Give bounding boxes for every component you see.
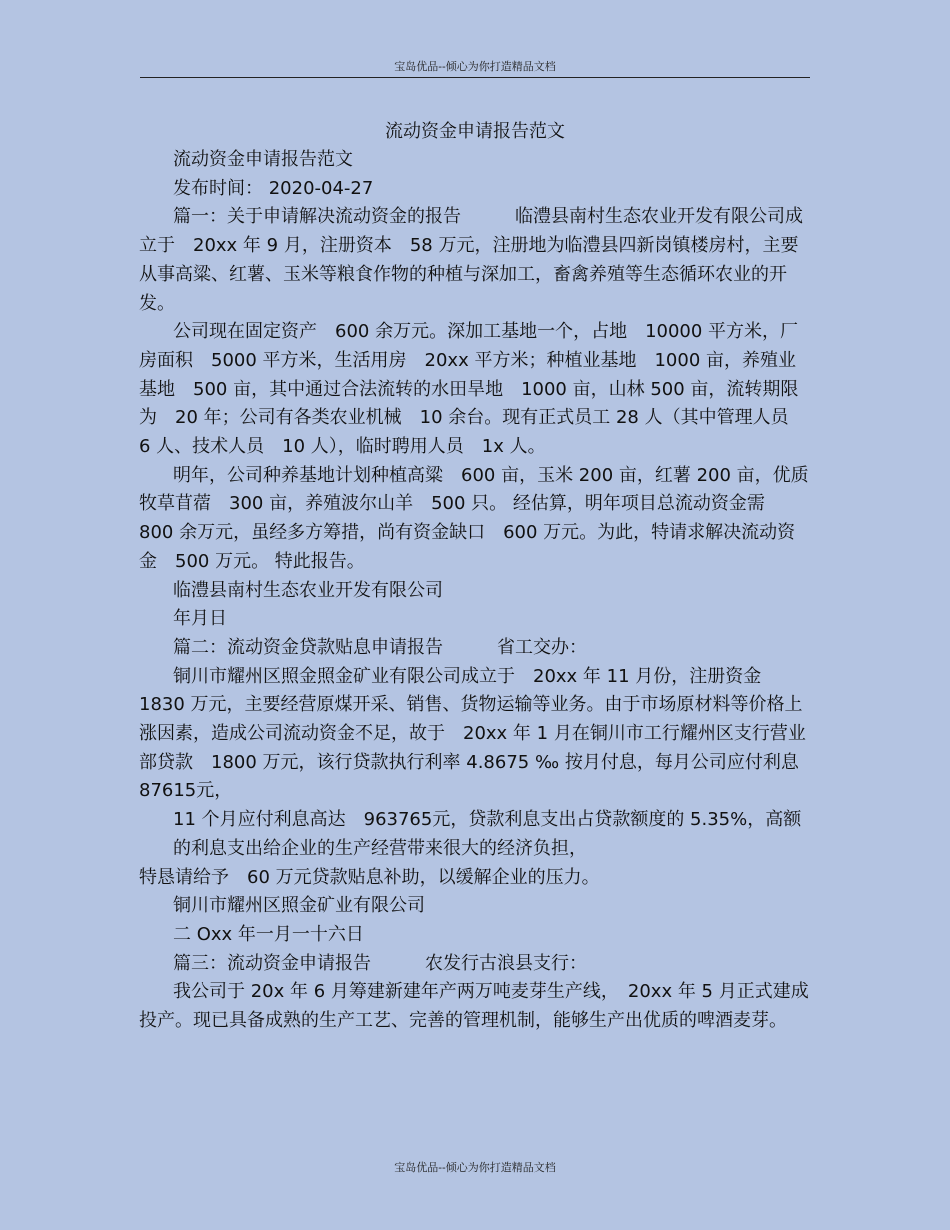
page-footer: 宝岛优品--倾心为你打造精品文档 bbox=[394, 1161, 556, 1174]
paragraph-part1-intro: 篇一：关于申请解决流动资金的报告 临澧县南村生态农业开发有限公司成立于 20xx 年 9 月，注册资本 58 万元，注册地为临澧县四新岗镇楼房村，主要从事高粱、红薯、玉米等粮食作物的种植与深加工，畜禽养殖等生态循环农业的开发。 bbox=[139, 206, 803, 314]
signature-company-2: 铜川市耀州区照金矿业有限公司 bbox=[173, 895, 425, 917]
header-divider bbox=[140, 77, 810, 78]
heading-part2: 篇二：流动资金贷款贴息申请报告 省工交办： bbox=[173, 636, 587, 658]
publish-date: 发布时间： 2020-04-27 bbox=[173, 177, 374, 199]
document-body bbox=[139, 146, 817, 1036]
paragraph-part2-interest: 11 个月应付利息高达 963765元，贷款利息支出占贷款额度的 5.35%，高额的利息支出给企业的生产经营带来很大的经济负担， bbox=[173, 809, 802, 859]
subtitle-line: 流动资金申请报告范文 bbox=[173, 149, 353, 170]
signature-date-2: 二 Oxx 年一月一十六日 bbox=[173, 923, 364, 945]
paragraph-part2-body: 铜川市耀州区照金照金矿业有限公司成立于 20xx 年 11 月份，注册资金 1830 万元，主要经营原煤开采、销售、货物运输等业务。由于市场原材料等价格上涨因素，造成公司流动资金不足，故于 20xx 年 1 月在铜川市工行耀州区支行营业部贷款 1800 万元，该行贷款执行利率 4.8675 ‰ 按月付息，每月公司应付利息 87615元， bbox=[139, 665, 817, 802]
paragraph-part1-assets: 公司现在固定资产 600 余万元。深加工基地一个，占地 10000 平方米，厂房面积 5000 平方米，生活用房 20xx 平方米；种植业基地 1000 亩，养殖业基地 500 亩，其中通过合法流转的水田旱地 1000 亩，山林 500 亩，流转期限为 20 年；公司有各类农业机械 10 余台。现有正式员工 28 人（其中管理人员 6 人、技术人员 10 人），临时聘用人员 1x 人。 bbox=[139, 321, 807, 458]
heading-part3: 篇三：流动资金申请报告 农发行古浪县支行： bbox=[173, 952, 587, 974]
document-title: 流动资金申请报告范文 bbox=[385, 121, 565, 142]
paragraph-part1-plan: 明年，公司种养基地计划种植高粱 600 亩，玉米 200 亩，红薯 200 亩，优质牧草苜蓿 300 亩，养殖波尔山羊 500 只。 经估算，明年项目总流动资金需 800 余万元，虽经多方筹措，尚有资金缺口 600 万元。为此，特请求解决流动资金 500 万元。 特此报告。 bbox=[139, 464, 809, 572]
paragraph-part2-request: 特恳请给予 60 万元贷款贴息补助，以缓解企业的压力。 bbox=[139, 866, 600, 888]
paragraph-part3-body: 我公司于 20x 年 6 月筹建新建年产两万吨麦芽生产线， 20xx 年 5 月正式建成投产。现已具备成熟的生产工艺、完善的管理机制，能够生产出优质的啤酒麦芽。 bbox=[139, 981, 809, 1032]
signature-company-1: 临澧县南村生态农业开发有限公司 bbox=[173, 579, 443, 601]
signature-date-1: 年月日 bbox=[173, 608, 227, 630]
page-header: 宝岛优品--倾心为你打造精品文档 bbox=[394, 60, 556, 73]
